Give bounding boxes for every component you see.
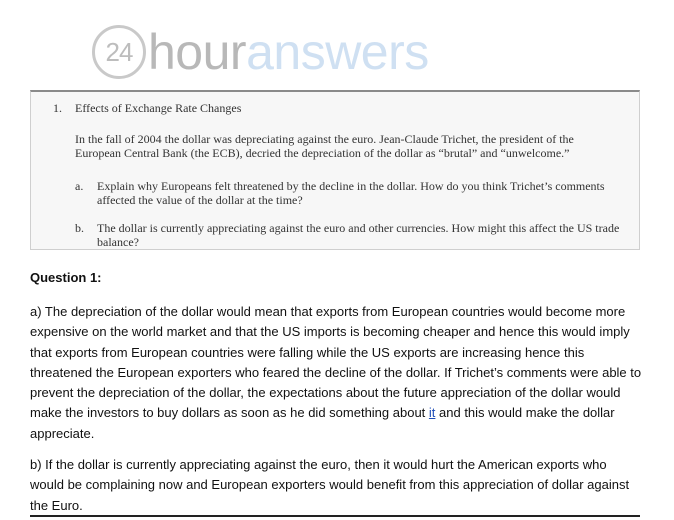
answer-part-b: b) If the dollar is currently appreciating against the euro, then it would hurt the American exports who would be complaining now and European exporters would benefit from this appreciation of dollar against the Euro. (30, 457, 630, 513)
part-text: Explain why Europeans felt threatened by the decline in the dollar. How do you think Trichet’s comments affected the value of the dollar at the time? (97, 179, 605, 207)
answer-part-a (30, 302, 642, 444)
bottom-divider (30, 515, 640, 517)
part-letter: a. (75, 179, 84, 193)
question-intro: In the fall of 2004 the dollar was depreciating against the euro. Jean-Claude Trichet, the president of the European Central Bank (the ECB), decried the depreciation of the dollar as “brutal” and “unwelcome.” (75, 132, 574, 160)
question-part-b (75, 221, 635, 249)
answer-part-a-text: a) The depreciation of the dollar would mean that exports from European countries would become more expensive on the world market and that the US imports is becoming cheaper and hence this would imply that exports from European countries were falling while the US exports are increasing hence this threatened the European exporters who feared the decline of the dollar. If Trichet’s comments were able to prevent the depreciation of the dollar, the expectations about the future appreciation of the dollar would make the investors to buy dollars as soon as he did something about (30, 304, 642, 421)
part-text: The dollar is currently appreciating against the euro and other currencies. How might this affect the US trade balance? (97, 221, 620, 249)
question-heading (53, 101, 241, 116)
answer-title: Question 1: (30, 270, 102, 285)
question-number: 1. (53, 101, 62, 115)
question-part-a (75, 179, 635, 207)
underlined-word: it (428, 405, 436, 421)
logo-word-answers: answers (246, 24, 429, 80)
part-letter: b. (75, 221, 84, 235)
answer-part-a-text-end: and this would make the dollar appreciate. (30, 405, 615, 441)
site-logo (92, 20, 429, 84)
logo-wordmark (148, 24, 429, 80)
question-heading-text: Effects of Exchange Rate Changes (75, 101, 242, 115)
logo-badge: 24 (92, 25, 146, 79)
question-scan (30, 90, 640, 250)
logo-word-hour: hour (148, 24, 247, 80)
